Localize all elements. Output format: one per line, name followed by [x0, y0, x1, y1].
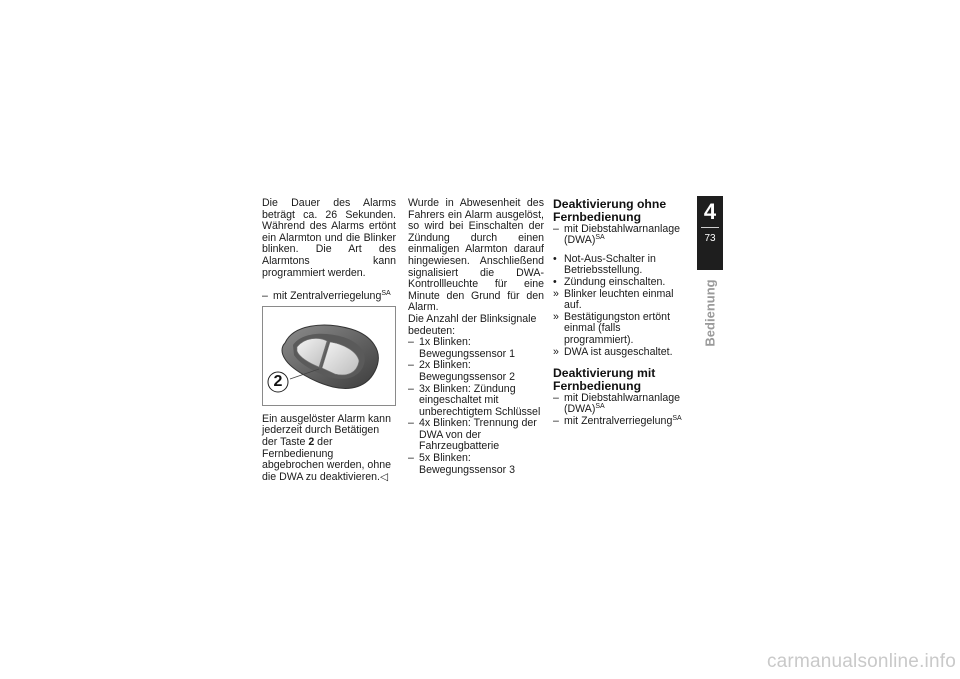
requirement-central-locking: [553, 416, 687, 428]
heading-deactivation-with-remote: Deaktivierung mit Fernbedienung: [553, 366, 656, 393]
list-item: – 5x Blinken: Bewegungssensor 3: [408, 453, 544, 476]
chapter-tab: [697, 196, 723, 270]
alarm-cancel-text-a: Ein ausgelöster Alarm kann jederzeit durch Betätigen der Taste: [262, 412, 391, 448]
requirement-sup: SA: [595, 234, 605, 242]
result-item: » Blinker leuchten einmal auf.: [553, 289, 687, 312]
requirement-central-locking: [262, 291, 396, 303]
column-2: [408, 198, 544, 476]
requirement-text: mit Zentralverriegelung: [273, 290, 382, 303]
page-number: 73: [704, 233, 716, 244]
heading-deactivation-without-remote: Deaktivierung ohne Fernbedienung: [553, 197, 667, 224]
section-label-text: Bedienung: [702, 279, 718, 347]
requirement-text: mit Diebstahlwarnanlage (DWA): [564, 222, 681, 247]
requirement-dwa: [553, 224, 687, 247]
list-item: – 3x Blinken: Zündung eingeschaltet mit unberechtigtem Schlüssel: [408, 384, 544, 419]
requirement-sup: SA: [381, 290, 391, 298]
alarm-cancel-text-b: der Fernbedienung abgebrochen werden, ohne die DWA zu deaktivieren.: [262, 435, 391, 483]
end-mark-icon: ◁: [379, 470, 389, 483]
section-side-label: [697, 278, 723, 348]
figure-callout-number: 2: [273, 372, 283, 390]
step-item: • Zündung einschalten.: [553, 277, 687, 289]
alarm-duration-paragraph: Die Dauer des Alarms beträgt ca. 26 Sekunden. Während des Alarms ertönt ein Alarmton und die Blinker blinken. Die Art des Alarmtons kann programmiert werden.: [262, 197, 396, 279]
remote-key-figure: [262, 306, 396, 406]
result-item: » DWA ist ausgeschaltet.: [553, 347, 687, 359]
requirement-dwa: [553, 393, 687, 416]
tab-divider: [701, 227, 719, 228]
result-item: » Bestätigungston ertönt einmal (falls programmiert).: [553, 312, 687, 347]
list-item: – 1x Blinken: Bewegungssensor 1: [408, 337, 544, 360]
requirement-sup: SA: [595, 403, 605, 411]
column-3: [553, 198, 687, 428]
requirement-text: mit Zentralverriegelung: [564, 414, 673, 427]
list-item: – 4x Blinken: Trennung der DWA von der Fahrzeugbatterie: [408, 418, 544, 453]
alarm-cancel-button-ref: 2: [308, 435, 315, 448]
chapter-number: 4: [703, 199, 717, 224]
step-item: • Not-Aus-Schalter in Betriebsstellung.: [553, 254, 687, 277]
column-1: [262, 198, 396, 483]
requirement-sup: SA: [672, 414, 682, 422]
blink-signals-intro: Die Anzahl der Blinksignale bedeuten:: [408, 312, 537, 337]
alarm-cancel-paragraph: [262, 414, 396, 484]
absence-alarm-paragraph: Wurde in Abwesenheit des Fahrers ein Alarm ausgelöst, so wird bei Einschalten der Zündung durch einen einmaligen Alarmton darauf hingewiesen. Anschließend signalisiert die DWA-Kontrollleuchte für eine Minute den Grund für den Alarm.: [408, 197, 544, 314]
list-item: – 2x Blinken: Bewegungssensor 2: [408, 360, 544, 383]
watermark: carmanualsonline.info: [766, 651, 956, 672]
requirement-text: mit Diebstahlwarnanlage (DWA): [564, 391, 681, 416]
